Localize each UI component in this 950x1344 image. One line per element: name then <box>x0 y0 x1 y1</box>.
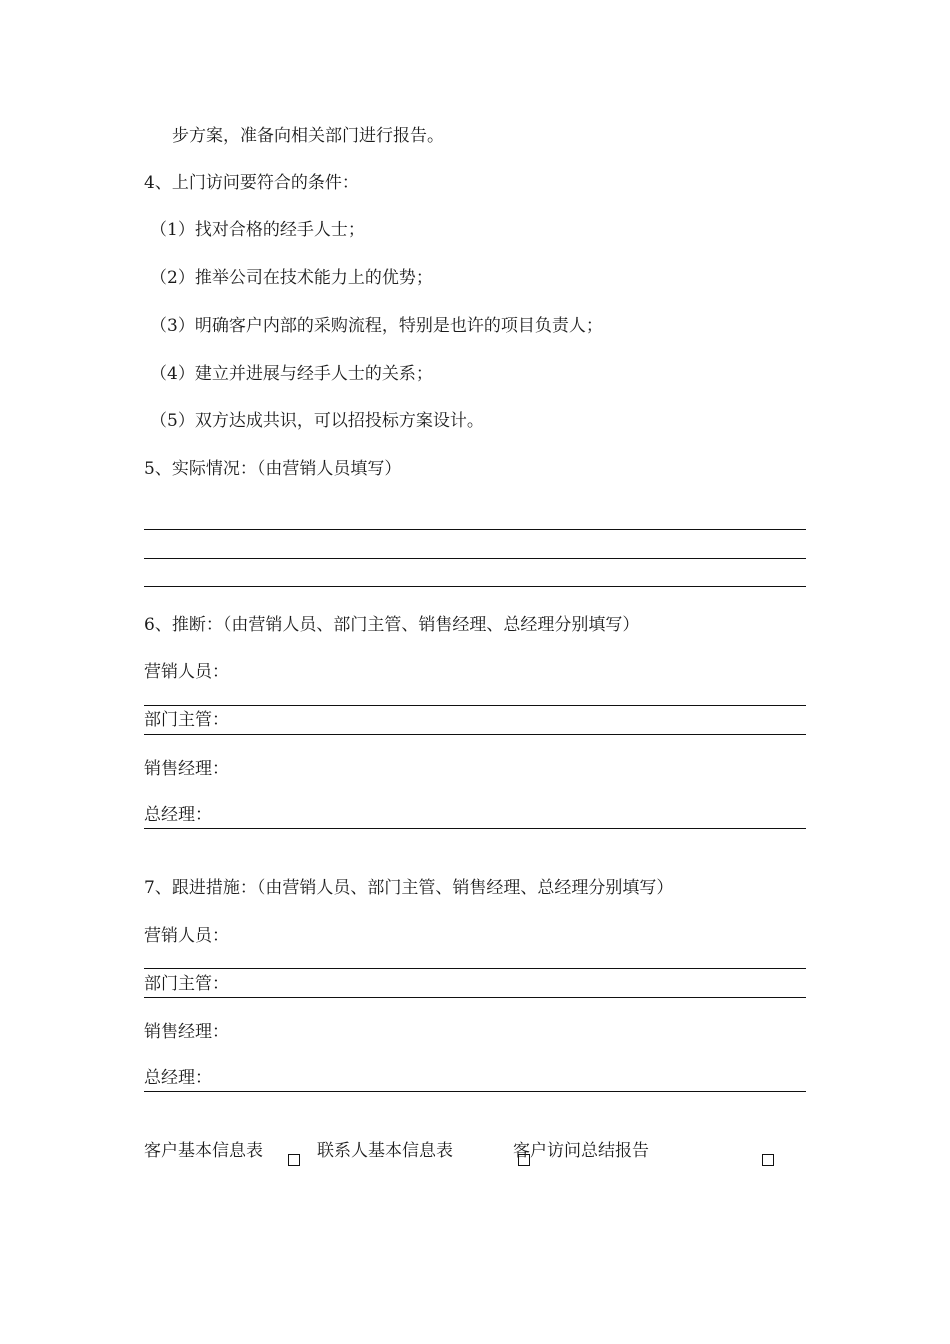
followup-general-manager-line[interactable] <box>144 1091 806 1092</box>
followup-dept-manager-label: 部门主管： <box>144 974 229 994</box>
fill-in-line-2[interactable] <box>144 558 806 559</box>
section-6-heading: 6、推断：（由营销人员、部门主管、销售经理、总经理分别填写） <box>144 615 640 635</box>
attachment-visit-report-label: 客户访问总结报告 <box>513 1141 649 1161</box>
judgment-general-manager-label: 总经理： <box>144 805 212 825</box>
judgment-general-manager-line[interactable] <box>144 828 806 829</box>
fill-in-line-3[interactable] <box>144 586 806 587</box>
followup-sales-staff-label: 营销人员： <box>144 926 229 946</box>
intro-continuation: 步方案，准备向相关部门进行报告。 <box>172 126 444 146</box>
judgment-sales-staff-line[interactable] <box>144 705 806 706</box>
judgment-sales-manager-label: 销售经理： <box>144 759 229 779</box>
judgment-dept-manager-label: 部门主管： <box>144 710 229 730</box>
condition-item-4: （4）建立并进展与经手人士的关系； <box>150 364 433 384</box>
attachment-customer-info-label: 客户基本信息表 <box>144 1141 263 1161</box>
judgment-dept-manager-line[interactable] <box>144 734 806 735</box>
section-4-heading: 4、上门访问要符合的条件： <box>144 173 359 193</box>
condition-item-5: （5）双方达成共识，可以招投标方案设计。 <box>150 411 484 431</box>
condition-item-1: （1）找对合格的经手人士； <box>150 220 365 240</box>
followup-general-manager-label: 总经理： <box>144 1068 212 1088</box>
customer-info-checkbox[interactable] <box>288 1154 300 1166</box>
followup-sales-staff-line[interactable] <box>144 968 806 969</box>
condition-item-3: （3）明确客户内部的采购流程，特别是也许的项目负责人； <box>150 316 603 336</box>
visit-report-checkbox[interactable] <box>762 1154 774 1166</box>
fill-in-line-1[interactable] <box>144 529 806 530</box>
judgment-sales-staff-label: 营销人员： <box>144 662 229 682</box>
followup-dept-manager-line[interactable] <box>144 997 806 998</box>
condition-item-2: （2）推举公司在技术能力上的优势； <box>150 268 433 288</box>
followup-sales-manager-label: 销售经理： <box>144 1022 229 1042</box>
attachment-contact-info-label: 联系人基本信息表 <box>317 1141 453 1161</box>
section-5-heading: 5、实际情况：（由营销人员填写） <box>144 459 402 479</box>
section-7-heading: 7、跟进措施：（由营销人员、部门主管、销售经理、总经理分别填写） <box>144 878 674 898</box>
